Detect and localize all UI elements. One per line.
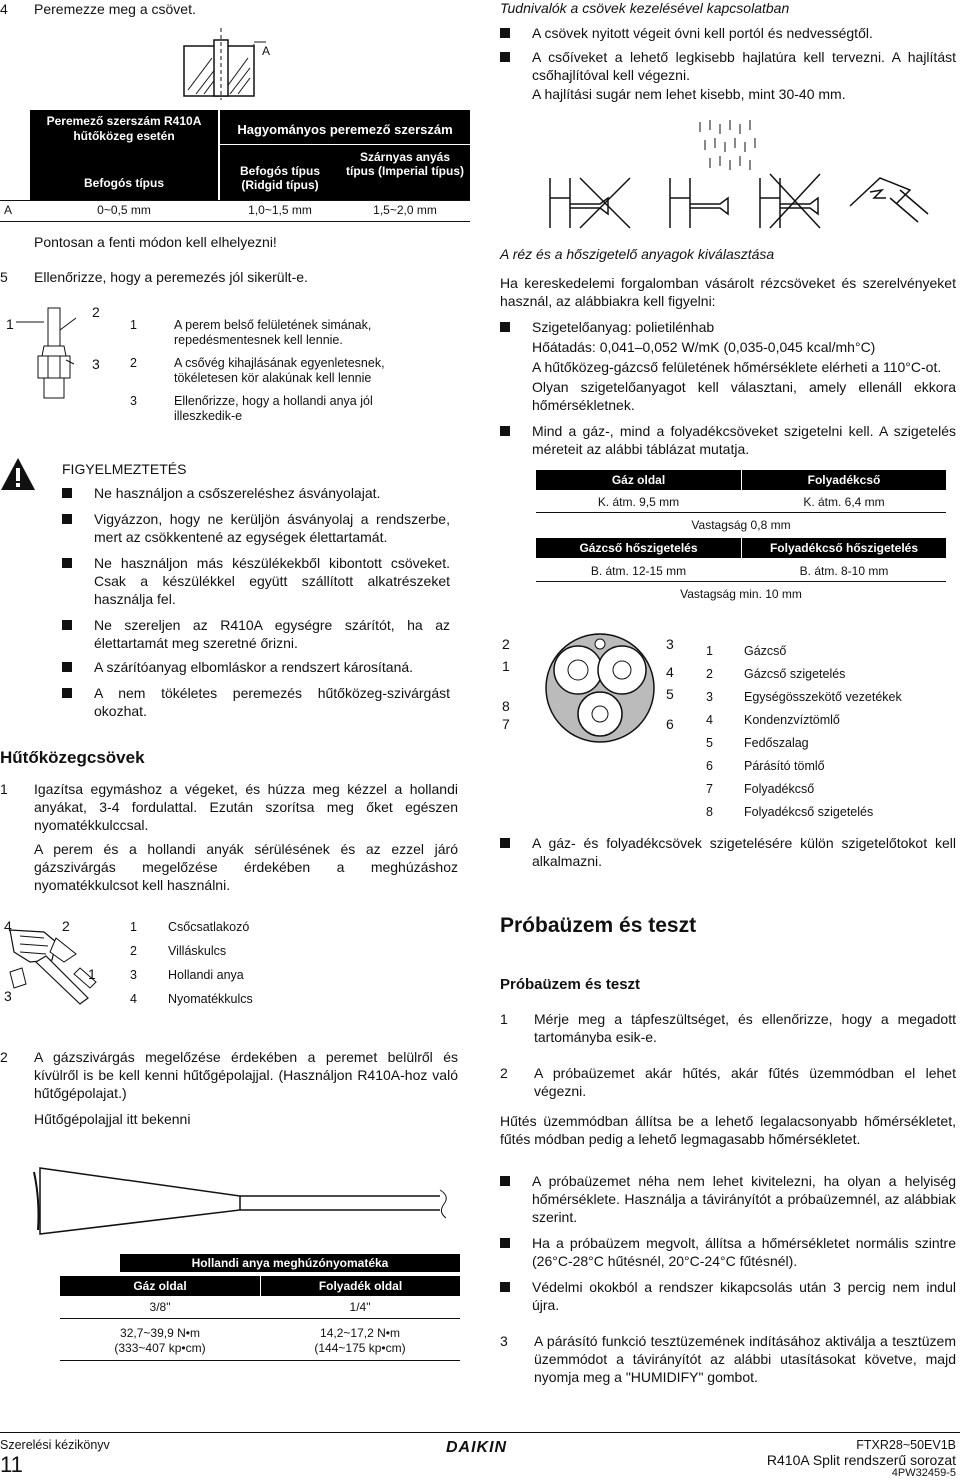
separate-insulation-note: A gáz- és folyadékcsövek szigetelésére külön szigetelőtokot kell alkalmazni. bbox=[500, 834, 956, 874]
step-number: 5 bbox=[0, 269, 8, 285]
footer-manual-title: Szerelési kézikönyv bbox=[0, 1438, 110, 1452]
handling-title: Tudnivalók a csövek kezelésével kapcsolatban bbox=[500, 0, 790, 16]
flare-dimension-label: A bbox=[262, 44, 271, 58]
check-list: 1 A perem belső felületének simának, repedésmentesnek kell lennie. 2 A csővég kihajlásának egyenletesnek, tökéletesen kör alakúnak kell lennie 3 Ellenőrizze, hogy a hollandi anya jól illeszkedik-e bbox=[130, 318, 385, 423]
flare-h-r410a: Peremező szerszám R410A hűtőközeg esetén bbox=[46, 114, 202, 143]
torque-h-gas: Gáz oldal bbox=[60, 1276, 260, 1296]
footer-page-number: 11 bbox=[0, 1452, 23, 1477]
torque-size-liquid: 1/4" bbox=[349, 1300, 371, 1314]
torque-liquid-kpcm: (144~175 kp•cm) bbox=[314, 1341, 406, 1355]
refrigerant-step-1: 1 Igazítsa egymáshoz a végeket, és húzza meg kézzel a hollandi anyákat, 3-4 fordulattal. Ezután szorítsa meg őket egészen nyomatékkulccsal. A perem és a hollandi anyák sérülésének és az ezzel járó gázszivárgás megelőzése érdekében a meghúzáshoz nyomatékkulcsot kell használni. bbox=[0, 781, 458, 893]
test-bullets: A próbaüzemet néha nem lehet kivitelezni, ha olyan a helyiség hőmérséklete. Használja a távirányítót a próbaüzemnél, az alábbiak szerint. Ha a próbaüzem megvolt, állítsa a hőmérsékletet normális szintre (26°C-28°C hűtésnél, 20°C-24°C fűtésnél). Védelmi okokból a rendszer kikapcsolás után 3 percig nem indul újra. bbox=[500, 1172, 956, 1322]
step-5 bbox=[0, 268, 470, 288]
flare-oil-figure bbox=[30, 1138, 460, 1248]
refrigerant-step-2: 2 A gázszivárgás megelőzése érdekében a peremet belülről és kívülről is be kell kenni hűtőgépolajjal. (Használjon R410A-hoz való hűtőgépolajat.) Hűtőgépolajjal itt bekenni bbox=[0, 1049, 458, 1127]
bundle-label-5: 5 bbox=[666, 686, 674, 702]
flare-c-wing: Szárnyas anyás típus (Imperial típus) bbox=[345, 150, 464, 178]
step-text: Peremezze meg a csövet. bbox=[34, 1, 196, 17]
wrench-fig-label-1: 1 bbox=[88, 966, 96, 982]
test-step-1: 1 Mérje meg a tápfeszültséget, és ellenőrizze, hogy a megadott tartományba esik-e. bbox=[500, 1011, 956, 1045]
flare-v3: 1,5~2,0 mm bbox=[373, 203, 437, 217]
daikin-logo-text: DAIKIN bbox=[446, 1439, 508, 1456]
test-heading: Próbaüzem és teszt bbox=[500, 914, 697, 937]
footer-series: R410A Split rendszerű sorozat bbox=[766, 1452, 956, 1468]
bundle-label-1: 1 bbox=[502, 658, 510, 674]
torque-liquid-nm: 14,2~17,2 N•m bbox=[320, 1326, 400, 1340]
handling-note: A hajlítási sugár nem lehet kisebb, mint 30-40 mm. bbox=[532, 86, 846, 102]
wrench-fig-label-4: 4 bbox=[4, 918, 12, 934]
footer-rule bbox=[0, 1432, 960, 1433]
footer-model: FTXR28~50EV1B bbox=[856, 1438, 956, 1452]
torque-table bbox=[60, 1254, 460, 1362]
flare-v2: 1,0~1,5 mm bbox=[248, 203, 312, 217]
daikin-logo bbox=[446, 1439, 507, 1457]
torque-h-liquid: Folyadék oldal bbox=[260, 1276, 460, 1296]
copper-intro: Ha kereskedelemi forgalomban vásárolt rézcsöveket és szerelvényeket használ, az alábbiakra kell figyelni: bbox=[500, 275, 956, 309]
place-instruction: Pontosan a fenti módon kell elhelyezni! bbox=[34, 234, 277, 250]
section-refrigerant-pipes: Hűtőközegcsövek bbox=[0, 748, 145, 767]
flare-c-clutch: Befogós típus bbox=[84, 176, 164, 190]
test-subheading: Próbaüzem és teszt bbox=[500, 976, 641, 993]
bundle-label-6: 6 bbox=[666, 716, 674, 732]
step-4 bbox=[0, 0, 470, 20]
bundle-label-8: 8 bbox=[502, 698, 510, 714]
test-paragraph: Hűtés üzemmódban állítsa be a lehető legalacsonyabb hőmérsékletet, fűtés módban pedig a lehető legmagasabb hőmérsékletet. bbox=[500, 1113, 956, 1147]
torque-gas-kpcm: (333~407 kp•cm) bbox=[114, 1341, 206, 1355]
pipe-insulation-table: Gáz oldal Folyadékcső K. átm. 9,5 mm K. átm. 6,4 mm Vastagság 0,8 mm Gázcső hőszigetelés Folyadékcső hőszigetelés B. átm. 12-15 mm B. átm. 8-10 mm Vastagság min. 10 mm bbox=[536, 470, 946, 604]
test-step-2: 2 A próbaüzemet akár hűtés, akár fűtés üzemmódban el lehet végezni. bbox=[500, 1065, 956, 1099]
step-text: Ellenőrizze, hogy a peremezés jól sikerült-e. bbox=[34, 269, 308, 285]
torque-gas-nm: 32,7~39,9 N•m bbox=[120, 1326, 200, 1340]
flare-table bbox=[0, 110, 470, 222]
flare-depth-figure bbox=[170, 28, 300, 100]
wrench-fig-label-3: 3 bbox=[4, 988, 12, 1004]
check-fig-label-2: 2 bbox=[92, 304, 100, 320]
insulation-list: Szigetelőanyag: polietilénhab Hőátadás: 0,041–0,052 W/mK (0,035-0,045 kcal/mh°C) A hűtőközeg-gázcső felületének hőmérséklete elérheti a 110°C-ot. Olyan szigetelőanyagot kell választani, amely ellenáll ekkora hőmérsékletnek. Mind a gáz-, mind a folyadékcsöveket szigetelni kell. A szigetelés méreteit az alábbi táblázat mutatja. bbox=[500, 318, 956, 458]
handling-list: A csövek nyitott végeit óvni kell portól és nedvességtől. A csőíveket a lehető legkisebb hajlatúra kell tervezni. A hajlítást csőhajlítóval kell végezni. A hajlítási sugár nem lehet kisebb, mint 30-40 mm. bbox=[500, 24, 956, 104]
flare-c-clutch2: Befogós típus (Ridgid típus) bbox=[240, 164, 320, 192]
torque-size-gas: 3/8" bbox=[149, 1300, 171, 1314]
step-number: 4 bbox=[0, 1, 8, 17]
wrench-fig-label-2: 2 bbox=[62, 918, 70, 934]
warning-list: Ne használjon a csőszereléshez ásványolajat. Vigyázzon, hogy ne kerüljön ásványolaj a rendszerbe, mert az csökkentené az egységek élettartamát. Ne használjon más készülékekből kibontott csöveket. Csak a készülékkel együtt szállított alkatrészeket használja fel. Ne szereljen az R410A egységre szárítót, ha az élettartamát meg szeretné őrizni. A szárítóanyag elbomláskor a rendszert károsítaná. A nem tökéletes peremezés hűtőközeg-szivárgást okozhat. bbox=[62, 484, 450, 724]
check-fig-label-1: 1 bbox=[6, 316, 14, 332]
warning-icon bbox=[0, 456, 36, 492]
pipe-handling-figure bbox=[530, 118, 950, 238]
bundle-legend: 1 Gázcső 2 Gázcső szigetelés 3 Egységösszekötő vezetékek 4 Kondenzvíztömlő 5 Fedőszalag 6 Párásító tömlő 7 Folyadékcső 8 Folyadékcső szigetelés bbox=[706, 644, 902, 819]
bundle-label-2: 2 bbox=[502, 636, 510, 652]
torque-title: Hollandi anya meghúzónyomatéka bbox=[120, 1254, 460, 1272]
flare-row-label: A bbox=[4, 203, 13, 217]
warning-title: FIGYELMEZTETÉS bbox=[62, 461, 187, 477]
test-step-3: 3 A párásító funkció tesztüzemének indításához aktiválja a tesztüzem üzemmódot a távirányítót az alábbi utasításokat követve, majd nyomja meg a "HUMIDIFY" gombot. bbox=[500, 1333, 956, 1385]
flare-h-conventional: Hagyományos peremező szerszám bbox=[237, 122, 453, 137]
copper-title: A réz és a hőszigetelő anyagok kiválasztása bbox=[500, 246, 775, 262]
check-fig-label-3: 3 bbox=[92, 356, 100, 372]
bundle-label-7: 7 bbox=[502, 716, 510, 732]
bundle-label-4: 4 bbox=[666, 664, 674, 680]
wrench-list: 1 Csőcsatlakozó 2 Villáskulcs 3 Hollandi anya 4 Nyomatékkulcs bbox=[130, 920, 253, 1006]
pipe-bundle-figure bbox=[540, 630, 660, 750]
bundle-label-3: 3 bbox=[666, 636, 674, 652]
flare-v1: 0~0,5 mm bbox=[97, 203, 151, 217]
footer-doc-code: 4PW32459-5 bbox=[891, 1467, 956, 1479]
